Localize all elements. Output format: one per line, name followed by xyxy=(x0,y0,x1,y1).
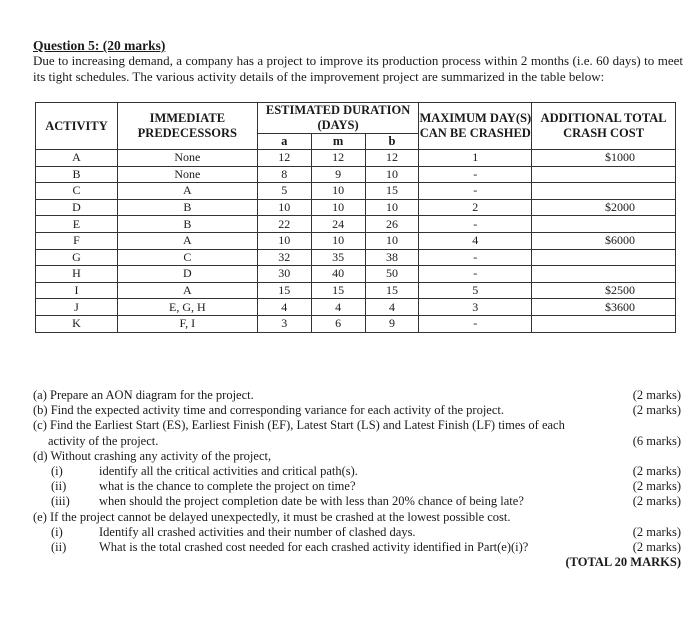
cell-crash-cost xyxy=(532,183,676,200)
part-e-ii xyxy=(33,540,681,555)
cell-m: 10 xyxy=(311,199,365,216)
question-title: Question 5: (20 marks) xyxy=(33,38,166,53)
cell-max-crash: 5 xyxy=(419,282,532,299)
header-duration: ESTIMATED DURATION (DAYS) xyxy=(257,103,419,134)
part-e-ii-num: (ii) xyxy=(51,540,67,555)
part-c-text-1: (c) Find the Earliest Start (ES), Earliest Finish (EF), Latest Start (LS) and Latest Finish (LF) times of each xyxy=(33,418,565,433)
cell-b: 10 xyxy=(365,199,419,216)
part-d-i xyxy=(33,464,681,479)
part-e-i xyxy=(33,525,681,540)
cell-a: 4 xyxy=(257,299,311,316)
table-row xyxy=(36,216,676,233)
question-parts xyxy=(33,388,681,570)
cell-a: 12 xyxy=(257,150,311,167)
cell-predecessors: A xyxy=(117,282,257,299)
cell-crash-cost: $1000 xyxy=(532,150,676,167)
table-row xyxy=(36,249,676,266)
part-d-iii-text: when should the project completion date be with less than 20% chance of being late? xyxy=(99,494,524,509)
part-e-i-num: (i) xyxy=(51,524,63,539)
cell-activity: C xyxy=(36,183,118,200)
cell-a: 22 xyxy=(257,216,311,233)
cell-b: 4 xyxy=(365,299,419,316)
activity-table xyxy=(35,102,676,333)
cell-predecessors: A xyxy=(117,232,257,249)
cell-m: 40 xyxy=(311,266,365,283)
cell-max-crash: 4 xyxy=(419,232,532,249)
cell-max-crash: - xyxy=(419,166,532,183)
question-header xyxy=(33,38,683,84)
table-row xyxy=(36,299,676,316)
cell-max-crash: - xyxy=(419,315,532,332)
part-b-marks: (2 marks) xyxy=(632,403,681,418)
cell-predecessors: B xyxy=(117,199,257,216)
cell-activity: K xyxy=(36,315,118,332)
cell-predecessors: E, G, H xyxy=(117,299,257,316)
part-d-iii xyxy=(33,494,681,509)
cell-a: 15 xyxy=(257,282,311,299)
cell-predecessors: D xyxy=(117,266,257,283)
part-d-ii xyxy=(33,479,681,494)
cell-predecessors: None xyxy=(117,150,257,167)
cell-m: 35 xyxy=(311,249,365,266)
cell-m: 4 xyxy=(311,299,365,316)
part-c-text-2: activity of the project. xyxy=(48,433,159,448)
part-e-i-marks: (2 marks) xyxy=(632,524,681,539)
cell-activity: A xyxy=(36,150,118,167)
cell-a: 5 xyxy=(257,183,311,200)
part-d-iii-num: (iii) xyxy=(51,494,70,509)
cell-b: 10 xyxy=(365,232,419,249)
part-d-ii-marks: (2 marks) xyxy=(632,479,681,494)
cell-crash-cost: $2500 xyxy=(532,282,676,299)
cell-max-crash: - xyxy=(419,183,532,200)
cell-a: 10 xyxy=(257,232,311,249)
table-row xyxy=(36,166,676,183)
part-e-ii-text: What is the total crashed cost needed for each crashed activity identified in Part(e)(i)? xyxy=(99,540,529,555)
cell-predecessors: F, I xyxy=(117,315,257,332)
table-row xyxy=(36,199,676,216)
cell-b: 15 xyxy=(365,183,419,200)
cell-crash-cost xyxy=(532,216,676,233)
cell-crash-cost xyxy=(532,315,676,332)
header-m: m xyxy=(311,134,365,150)
table-row xyxy=(36,282,676,299)
part-c-line1 xyxy=(33,418,681,433)
part-a xyxy=(33,388,681,403)
part-b-text: (b) Find the expected activity time and corresponding variance for each activity of the project. xyxy=(33,403,504,418)
part-d-text: (d) Without crashing any activity of the project, xyxy=(33,448,272,463)
cell-b: 26 xyxy=(365,216,419,233)
header-b: b xyxy=(365,134,419,150)
cell-m: 12 xyxy=(311,150,365,167)
cell-m: 10 xyxy=(311,183,365,200)
part-d-ii-num: (ii) xyxy=(51,479,67,494)
cell-m: 6 xyxy=(311,315,365,332)
cell-b: 15 xyxy=(365,282,419,299)
cell-activity: F xyxy=(36,232,118,249)
table-row xyxy=(36,266,676,283)
cell-predecessors: C xyxy=(117,249,257,266)
part-b xyxy=(33,403,681,418)
cell-b: 50 xyxy=(365,266,419,283)
cell-crash-cost xyxy=(532,166,676,183)
cell-predecessors: None xyxy=(117,166,257,183)
cell-a: 3 xyxy=(257,315,311,332)
table-row xyxy=(36,150,676,167)
table-row xyxy=(36,183,676,200)
cell-b: 12 xyxy=(365,150,419,167)
cell-b: 9 xyxy=(365,315,419,332)
cell-max-crash: - xyxy=(419,266,532,283)
header-activity: ACTIVITY xyxy=(36,103,118,150)
part-d-i-num: (i) xyxy=(51,464,63,479)
table-row xyxy=(36,315,676,332)
part-d-iii-marks: (2 marks) xyxy=(632,494,681,509)
part-e xyxy=(33,510,681,525)
table-row xyxy=(36,232,676,249)
cell-max-crash: - xyxy=(419,249,532,266)
header-crash-cost: ADDITIONAL TOTAL CRASH COST xyxy=(532,103,676,150)
cell-activity: D xyxy=(36,199,118,216)
part-e-text: (e) If the project cannot be delayed unexpectedly, it must be crashed at the lowest possible cost. xyxy=(33,509,511,524)
header-max-crash: MAXIMUM DAY(S) CAN BE CRASHED xyxy=(419,103,532,150)
part-e-i-text: Identify all crashed activities and their number of clashed days. xyxy=(99,524,416,539)
cell-activity: B xyxy=(36,166,118,183)
cell-crash-cost: $6000 xyxy=(532,232,676,249)
cell-b: 10 xyxy=(365,166,419,183)
cell-m: 24 xyxy=(311,216,365,233)
part-d-ii-text: what is the chance to complete the project on time? xyxy=(99,479,356,494)
cell-a: 30 xyxy=(257,266,311,283)
cell-crash-cost xyxy=(532,266,676,283)
cell-m: 9 xyxy=(311,166,365,183)
cell-crash-cost xyxy=(532,249,676,266)
part-c-marks: (6 marks) xyxy=(632,433,681,448)
cell-crash-cost: $3600 xyxy=(532,299,676,316)
part-d xyxy=(33,449,681,464)
cell-crash-cost: $2000 xyxy=(532,199,676,216)
part-a-text: (a) Prepare an AON diagram for the project. xyxy=(33,388,254,402)
part-d-i-text: identify all the critical activities and critical path(s). xyxy=(99,464,358,479)
part-e-ii-marks: (2 marks) xyxy=(632,540,681,555)
cell-m: 15 xyxy=(311,282,365,299)
cell-activity: E xyxy=(36,216,118,233)
header-predecessors: IMMEDIATE PREDECESSORS xyxy=(117,103,257,150)
part-a-marks: (2 marks) xyxy=(632,388,681,402)
cell-max-crash: 1 xyxy=(419,150,532,167)
cell-max-crash: - xyxy=(419,216,532,233)
header-a: a xyxy=(257,134,311,150)
question-intro: Due to increasing demand, a company has a project to improve its production process within 2 months (i.e. 60 days) to meet its tight schedules. The various activity details of the improvement project are summarized in the table below: xyxy=(33,53,683,84)
cell-m: 10 xyxy=(311,232,365,249)
cell-predecessors: A xyxy=(117,183,257,200)
cell-a: 10 xyxy=(257,199,311,216)
cell-max-crash: 2 xyxy=(419,199,532,216)
cell-max-crash: 3 xyxy=(419,299,532,316)
part-d-i-marks: (2 marks) xyxy=(632,464,681,479)
cell-activity: G xyxy=(36,249,118,266)
total-marks: (TOTAL 20 MARKS) xyxy=(565,555,681,570)
cell-a: 8 xyxy=(257,166,311,183)
part-c-line2 xyxy=(33,434,681,449)
cell-a: 32 xyxy=(257,249,311,266)
cell-predecessors: B xyxy=(117,216,257,233)
cell-b: 38 xyxy=(365,249,419,266)
cell-activity: H xyxy=(36,266,118,283)
cell-activity: J xyxy=(36,299,118,316)
cell-activity: I xyxy=(36,282,118,299)
